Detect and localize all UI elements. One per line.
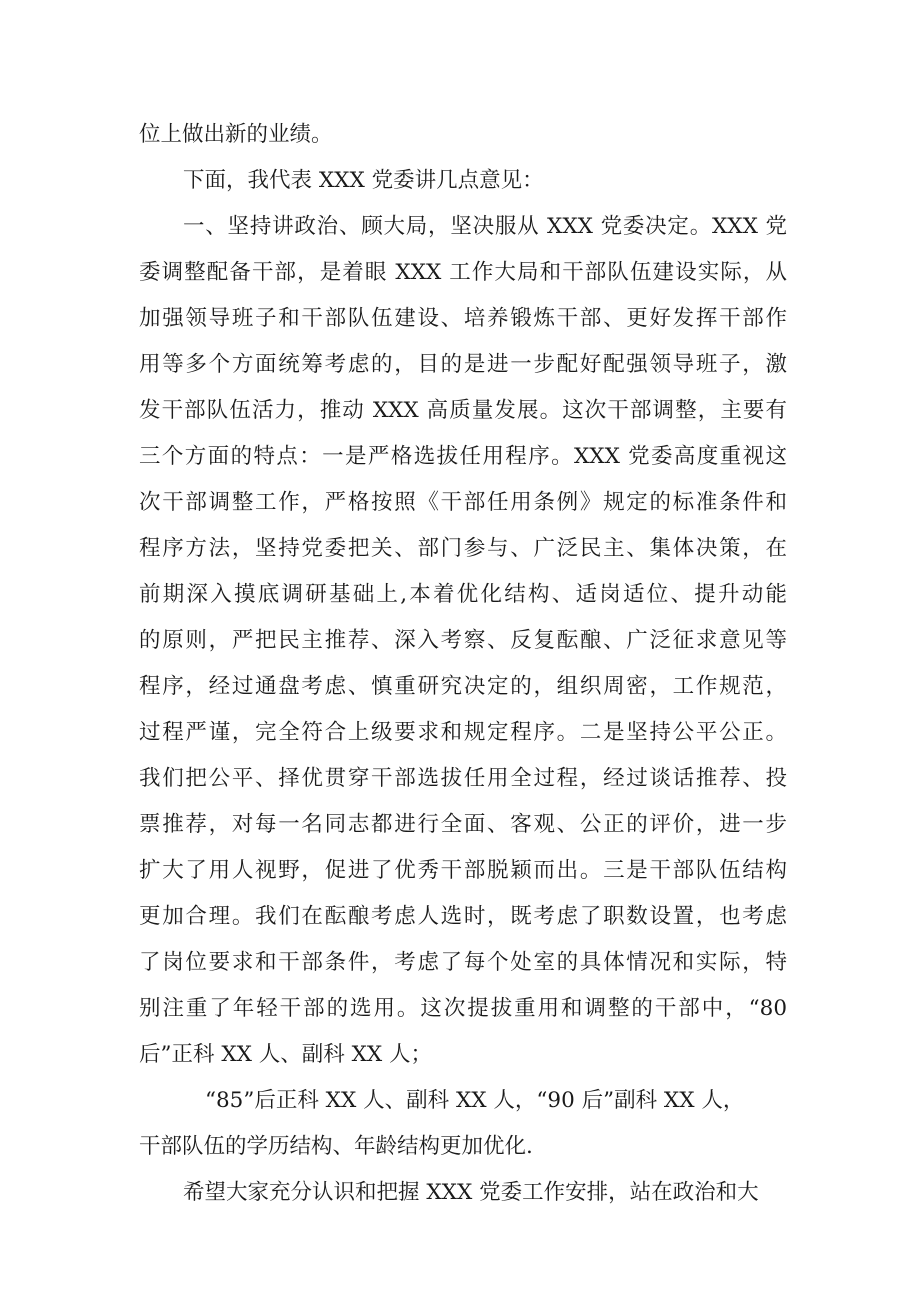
text-line: 加强领导班子和干部队伍建设、培养锻炼干部、更好发挥干部作	[139, 306, 787, 331]
text-line: 票推荐，对每一名同志都进行全面、客观、公正的评价，进一步	[139, 812, 787, 837]
text-line: 一、坚持讲政治、顾大局，坚决服从 XXX 党委决定。XXX 党	[183, 214, 787, 239]
text-line: 后”正科 XX 人、副科 XX 人；	[139, 1042, 433, 1067]
speech-text	[139, 112, 787, 1216]
text-line: 发干部队伍活力，推动 XXX 高质量发展。这次干部调整，主要有	[139, 398, 787, 423]
text-line: 我们把公平、择优贯穿干部选拔任用全过程，经过谈话推荐、投	[139, 766, 787, 791]
text-line: 过程严谨，完全符合上级要求和规定程序。二是坚持公平公正。	[139, 720, 787, 745]
text-line: 扩大了用人视野，促进了优秀干部脱颖而出。三是干部队伍结构	[139, 858, 787, 883]
text-line: 希望大家充分认识和把握 XXX 党委工作安排，站在政治和大	[183, 1180, 759, 1205]
text-line: 程序方法，坚持党委把关、部门参与、广泛民主、集体决策，在	[139, 536, 787, 561]
text-line: 委调整配备干部，是着眼 XXX 工作大局和干部队伍建设实际，从	[139, 260, 787, 285]
text-line: 下面，我代表 XXX 党委讲几点意见：	[183, 168, 544, 193]
text-line: 了岗位要求和干部条件，考虑了每个处室的具体情况和实际，特	[139, 950, 787, 975]
text-line: 用等多个方面统筹考虑的，目的是进一步配好配强领导班子，激	[139, 352, 787, 377]
text-line: 三个方面的特点：一是严格选拔任用程序。XXX 党委高度重视这	[139, 444, 787, 469]
text-line: 次干部调整工作，严格按照《干部任用条例》规定的标准条件和	[139, 490, 787, 515]
text-line: 程序，经过通盘考虑、慎重研究决定的，组织周密，工作规范，	[139, 674, 787, 699]
text-line: 更加合理。我们在酝酿考虑人选时，既考虑了职数设置，也考虑	[139, 904, 787, 929]
text-line: 别注重了年轻干部的选用。这次提拔重用和调整的干部中，“80	[139, 996, 787, 1021]
text-line: 前期深入摸底调研基础上,本着优化结构、适岗适位、提升动能	[139, 582, 787, 607]
text-line: “85”后正科 XX 人、副科 XX 人，“90 后”副科 XX 人，	[205, 1088, 745, 1113]
text-line: 位上做出新的业绩。	[139, 122, 333, 147]
text-line: 的原则，严把民主推荐、深入考察、反复酝酿、广泛征求意见等	[139, 628, 787, 653]
text-line: 干部队伍的学历结构、年龄结构更加优化.	[139, 1134, 533, 1159]
